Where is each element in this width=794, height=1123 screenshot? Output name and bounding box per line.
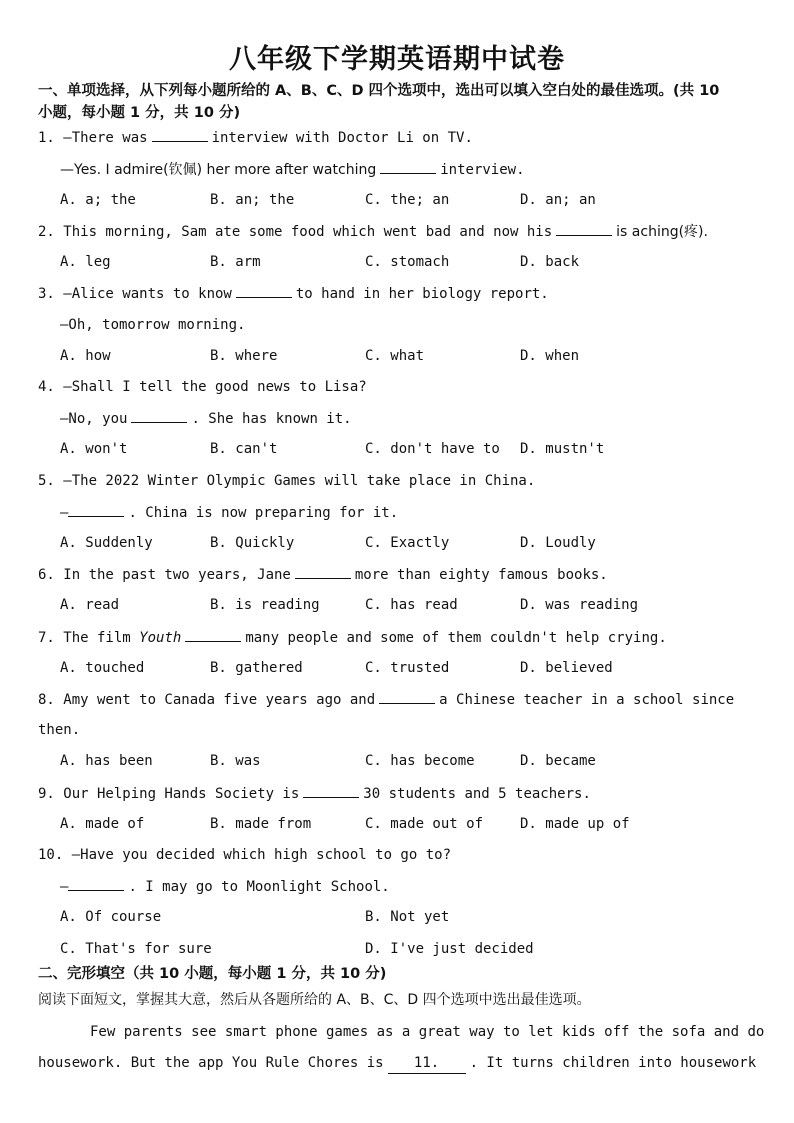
option-b: B. where: [210, 348, 278, 364]
option-a: A. how: [60, 348, 111, 364]
question-4-reply: —No, you . She has known it.: [60, 408, 352, 429]
option-b: B. Quickly: [210, 535, 295, 551]
section1-heading: [38, 80, 760, 124]
question-1: 1. —There was interview with Doctor Li on TV.: [38, 127, 473, 148]
option-a: A. Suddenly: [60, 535, 153, 551]
cloze-blank-11: 11.: [388, 1053, 466, 1074]
exam-title: 八年级下学期英语期中试卷: [229, 44, 565, 75]
option-c: C. the; an: [365, 192, 450, 208]
option-c: C. has become: [365, 753, 475, 769]
answer-blank: [68, 502, 124, 517]
option-c: C. has read: [365, 597, 458, 613]
answer-blank: [185, 627, 241, 642]
option-d: D. believed: [520, 660, 613, 676]
option-c: C. what: [365, 348, 425, 364]
question-2: 2. This morning, Sam ate some food which went bad and now his is aching(疼).: [38, 221, 708, 242]
film-title: Youth: [139, 630, 182, 646]
answer-blank: [295, 564, 351, 579]
question-6: 6. In the past two years, Jane more than eighty famous books.: [38, 564, 608, 585]
option-b: B. made from: [210, 816, 312, 832]
option-d: D. I've just decided: [365, 941, 534, 957]
option-d: D. made up of: [520, 816, 630, 832]
option-c: C. made out of: [365, 816, 484, 832]
option-a: A. made of: [60, 816, 145, 832]
question-4: 4. —Shall I tell the good news to Lisa?: [38, 379, 367, 395]
answer-blank: [379, 689, 435, 704]
option-d: D. when: [520, 348, 580, 364]
question-9: 9. Our Helping Hands Society is 30 students and 5 teachers.: [38, 783, 591, 804]
passage-line-2: housework. But the app You Rule Chores is 11. . It turns children into housework: [38, 1053, 756, 1074]
option-a: A. won't: [60, 441, 128, 457]
question-8: 8. Amy went to Canada five years ago and a Chinese teacher in a school since: [38, 689, 734, 710]
question-3: 3. —Alice wants to know to hand in her biology report.: [38, 283, 549, 304]
option-b: B. Not yet: [365, 909, 450, 925]
answer-blank: [131, 408, 187, 423]
option-a: A. a; the: [60, 192, 136, 208]
answer-blank: [68, 876, 124, 891]
section2-instruction: 阅读下面短文，掌握其大意，然后从各题所给的 A、B、C、D 四个选项中选出最佳选项。: [38, 992, 591, 1008]
option-c: C. don't have to: [365, 441, 500, 457]
answer-blank: [303, 783, 359, 798]
section2-heading: 二、完形填空（共 10 小题，每小题 1 分，共 10 分): [38, 966, 387, 982]
section1-heading-line1: 一、单项选择，从下列每小题所给的 A、B、C、D 四个选项中，选出可以填入空白处的最佳选项。(共 10: [38, 83, 720, 99]
passage-line-1: Few parents see smart phone games as a great way to let kids off the sofa and do: [90, 1024, 765, 1040]
question-10: 10. —Have you decided which high school to go to?: [38, 847, 452, 863]
option-a: A. leg: [60, 254, 111, 270]
option-d: D. Loudly: [520, 535, 596, 551]
option-a: A. Of course: [60, 909, 162, 925]
option-b: B. gathered: [210, 660, 303, 676]
option-c: C. That's for sure: [60, 941, 212, 957]
section1-heading-line2: 小题，每小题 1 分，共 10 分): [38, 105, 241, 121]
option-d: D. was reading: [520, 597, 639, 613]
option-b: B. is reading: [210, 597, 320, 613]
question-7: 7. The film Youth many people and some of them couldn't help crying.: [38, 627, 667, 648]
option-d: D. became: [520, 753, 596, 769]
option-b: B. arm: [210, 254, 261, 270]
option-d: D. back: [520, 254, 580, 270]
option-d: D. mustn't: [520, 441, 605, 457]
option-a: A. has been: [60, 753, 153, 769]
option-a: A. touched: [60, 660, 145, 676]
answer-blank: [556, 221, 612, 236]
option-a: A. read: [60, 597, 120, 613]
question-1-reply: —Yes. I admire(钦佩) her more after watching interview.: [60, 159, 525, 180]
option-c: C. Exactly: [365, 535, 450, 551]
question-5-reply: — . China is now preparing for it.: [60, 502, 398, 523]
option-b: B. can't: [210, 441, 278, 457]
question-10-reply: — . I may go to Moonlight School.: [60, 876, 390, 897]
answer-blank: [380, 159, 436, 174]
question-5: 5. —The 2022 Winter Olympic Games will take place in China.: [38, 473, 536, 489]
answer-blank: [152, 127, 208, 142]
option-c: C. trusted: [365, 660, 450, 676]
option-b: B. an; the: [210, 192, 295, 208]
answer-blank: [236, 283, 292, 298]
option-c: C. stomach: [365, 254, 450, 270]
option-d: D. an; an: [520, 192, 596, 208]
question-3-reply: —Oh, tomorrow morning.: [60, 317, 246, 333]
question-8-cont: then.: [38, 722, 81, 738]
option-b: B. was: [210, 753, 261, 769]
